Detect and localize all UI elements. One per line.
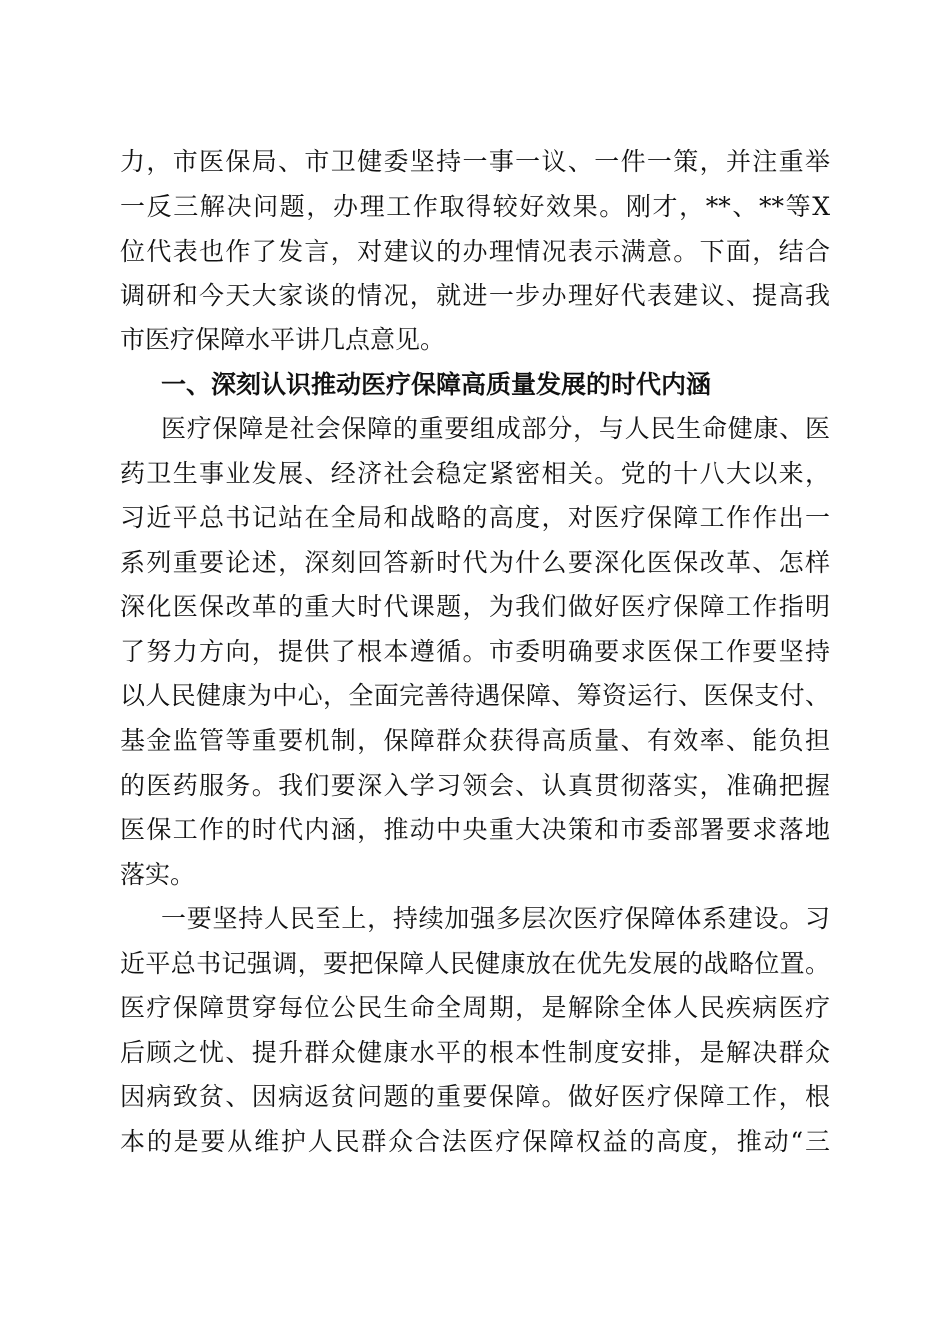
paragraph-line: 以人民健康为中心，全面完善待遇保障、筹资运行、医保支付、 bbox=[120, 681, 830, 710]
paragraph-line: 医疗保障是社会保障的重要组成部分，与人民生命健康、医 bbox=[161, 414, 830, 443]
paragraph-line: 本的是要从维护人民群众合法医疗保障权益的高度，推动“三 bbox=[120, 1127, 830, 1156]
paragraph-line: 后顾之忧、提升群众健康水平的根本性制度安排，是解决群众 bbox=[120, 1038, 830, 1067]
paragraph-line: 系列重要论述，深刻回答新时代为什么要深化医保改革、怎样 bbox=[120, 548, 830, 577]
section-heading: 一、深刻认识推动医疗保障高质量发展的时代内涵 bbox=[161, 370, 712, 399]
paragraph-line: 基金监管等重要机制，保障群众获得高质量、有效率、能负担 bbox=[120, 726, 830, 755]
paragraph-line: 位代表也作了发言，对建议的办理情况表示满意。下面，结合 bbox=[120, 237, 830, 266]
paragraph-line: 了努力方向，提供了根本遵循。市委明确要求医保工作要坚持 bbox=[120, 637, 830, 666]
paragraph-line: 习近平总书记站在全局和战略的高度，对医疗保障工作作出一 bbox=[120, 503, 830, 532]
paragraph-line: 深化医保改革的重大时代课题，为我们做好医疗保障工作指明 bbox=[120, 592, 830, 621]
paragraph-line: 药卫生事业发展、经济社会稳定紧密相关。党的十八大以来， bbox=[120, 459, 830, 488]
paragraph-line: 因病致贫、因病返贫问题的重要保障。做好医疗保障工作，根 bbox=[120, 1082, 830, 1111]
paragraph-line: 市医疗保障水平讲几点意见。 bbox=[120, 325, 446, 354]
paragraph-line: 的医药服务。我们要深入学习领会、认真贯彻落实，准确把握 bbox=[120, 771, 830, 800]
paragraph-line: 医保工作的时代内涵，推动中央重大决策和市委部署要求落地 bbox=[120, 815, 830, 844]
paragraph-line: 一反三解决问题，办理工作取得较好效果。刚才，**、**等X bbox=[120, 192, 830, 221]
paragraph-line: 力，市医保局、市卫健委坚持一事一议、一件一策，并注重举 bbox=[120, 147, 830, 176]
paragraph-line: 医疗保障贯穿每位公民生命全周期，是解除全体人民疾病医疗 bbox=[120, 993, 830, 1022]
paragraph-line: 一要坚持人民至上，持续加强多层次医疗保障体系建设。习 bbox=[161, 904, 830, 933]
paragraph-line: 调研和今天大家谈的情况，就进一步办理好代表建议、提高我 bbox=[120, 281, 830, 310]
paragraph-line: 近平总书记强调，要把保障人民健康放在优先发展的战略位置。 bbox=[120, 949, 830, 978]
paragraph-line: 落实。 bbox=[120, 860, 196, 889]
